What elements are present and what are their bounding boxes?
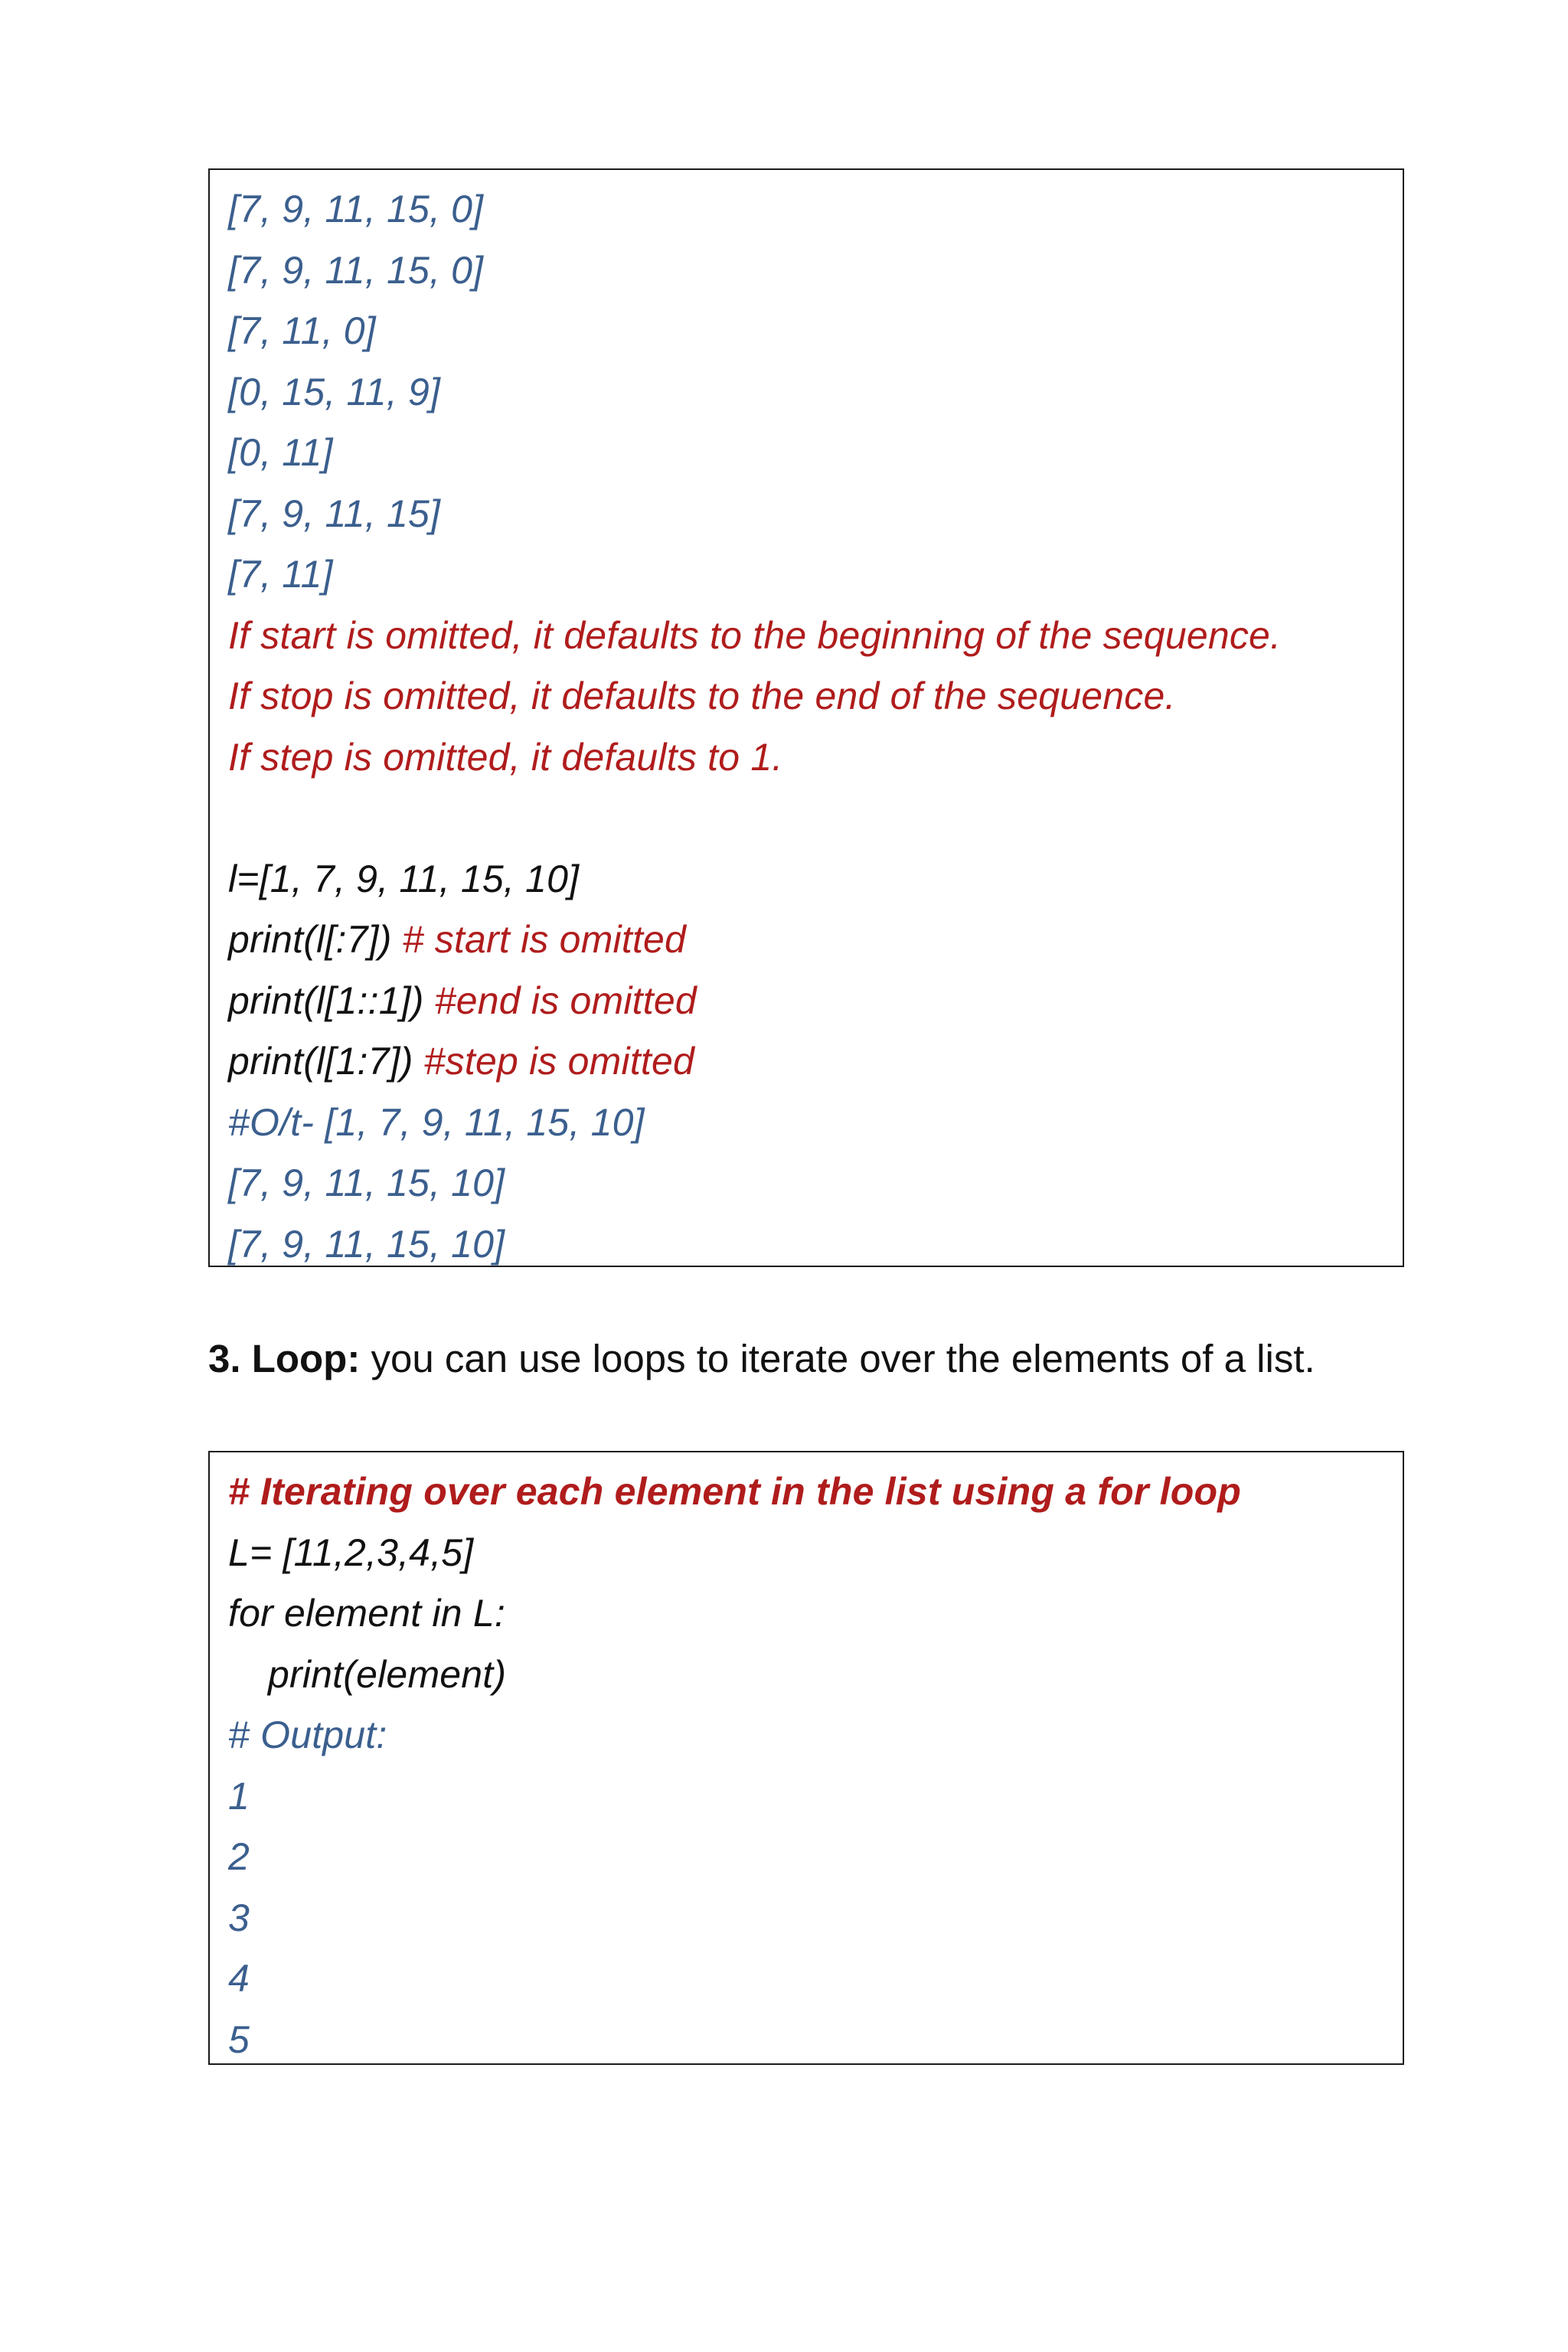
note-start-omitted: If start is omitted, it defaults to the beginning of the sequence. bbox=[228, 613, 1282, 657]
output-label: # Output: bbox=[228, 1713, 387, 1756]
section-heading-loop bbox=[208, 1328, 1315, 1390]
note-step-omitted: If step is omitted, it defaults to 1. bbox=[228, 735, 783, 779]
output-value: 2 bbox=[228, 1835, 250, 1878]
code-comment: #step is omitted bbox=[413, 1040, 695, 1083]
code-box-slicing bbox=[208, 168, 1404, 1267]
output-value: 4 bbox=[228, 1957, 250, 2000]
code-line-print-2 bbox=[228, 971, 1403, 1032]
output-value: 3 bbox=[228, 1896, 250, 1939]
code-print: print(l[1:7]) bbox=[228, 1040, 413, 1083]
output-line: [7, 9, 11, 15, 0] bbox=[228, 188, 484, 230]
code-line-print-3 bbox=[228, 1031, 1403, 1093]
output-line: [7, 9, 11, 15] bbox=[228, 492, 441, 535]
output-line: [7, 9, 11, 15, 10] bbox=[228, 1161, 505, 1204]
output-value: 1 bbox=[228, 1774, 250, 1818]
code-print: print(l[:7]) bbox=[228, 918, 392, 961]
output-line: #O/t- [1, 7, 9, 11, 15, 10] bbox=[228, 1100, 645, 1144]
code-box-loop bbox=[208, 1451, 1404, 2065]
output-line: [0, 15, 11, 9] bbox=[228, 370, 441, 413]
output-line: [7, 11] bbox=[228, 553, 333, 596]
output-line: [7, 9, 11, 15, 10] bbox=[228, 1222, 505, 1266]
code-list-assignment: L= [11,2,3,4,5] bbox=[228, 1530, 474, 1574]
note-stop-omitted: If stop is omitted, it defaults to the end of the sequence. bbox=[228, 675, 1176, 717]
code-comment: #end is omitted bbox=[423, 978, 697, 1022]
code-list-assignment: l=[1, 7, 9, 11, 15, 10] bbox=[228, 857, 580, 900]
output-line: [7, 11, 0] bbox=[228, 309, 376, 352]
code-print-statement: print(element) bbox=[268, 1652, 507, 1696]
code-line-print-1 bbox=[228, 910, 1403, 971]
code-for-statement: for element in L: bbox=[228, 1592, 505, 1635]
output-line: [0, 11] bbox=[228, 431, 333, 474]
code-comment: # start is omitted bbox=[391, 918, 687, 961]
code-print: print(l[1::1]) bbox=[228, 978, 424, 1022]
blank-line bbox=[228, 788, 1403, 849]
section-number-label: 3. Loop: bbox=[208, 1337, 361, 1380]
output-value: 5 bbox=[228, 2017, 250, 2061]
code-comment-heading: # Iterating over each element in the list using a for loop bbox=[228, 1470, 1241, 1513]
section-text: you can use loops to iterate over the elements of a list. bbox=[360, 1337, 1315, 1380]
output-line: [7, 9, 11, 15, 0] bbox=[228, 248, 484, 292]
